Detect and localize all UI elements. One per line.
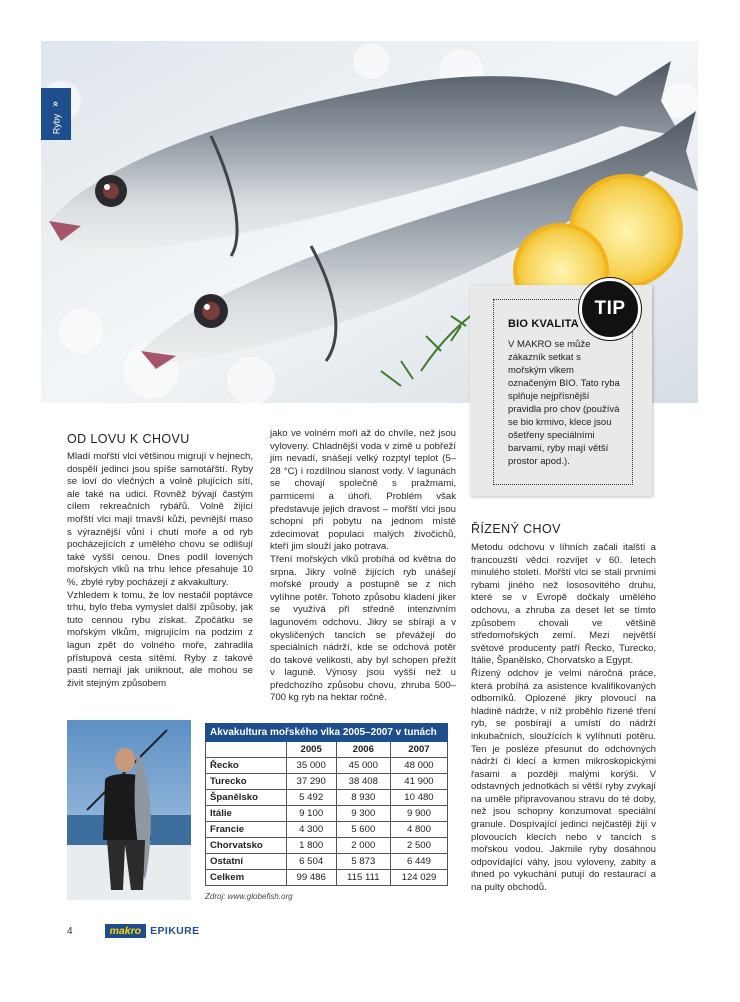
year-header: 2007 (390, 742, 447, 758)
paragraph: jako ve volném moři až do chvíle, než jsou vyloveny. Chladnější voda v zimě u pobřeží jim nevadí, snášejí velký rozptyl teplot (5–28 °C) i rozdílnou slanost vody. V lagunách se chovají společně s pražmami, parmicemi a úhoři. Problém však představuje jejich dravost – mořští vlci jsou schopni při pobytu na jednom místě zdecimovat populaci malých živočichů, kteří jim slouží jako potrava. (270, 428, 456, 553)
value-cell: 48 000 (390, 758, 447, 774)
value-cell: 37 290 (286, 774, 336, 790)
country-cell: Chorvatsko (206, 838, 287, 854)
value-cell: 35 000 (286, 758, 336, 774)
value-cell: 4 300 (286, 822, 336, 838)
table-row (206, 790, 448, 806)
paragraph: Vzhledem k tomu, že lov nestačil poptávce trhu, bylo třeba vymyslet další způsoby, jak tuto cennou rybu získat. Zpočátku se mořským vlkům, migrujícím na podzim z lagun zpět do volného moře, zahradila přístupová cesta sítěmi. Ryby z takové pasti nemají jak uniknout, ale mohou se živit stejným způsobem (67, 589, 253, 689)
table-row (206, 774, 448, 790)
country-cell: Celkem (206, 870, 287, 886)
year-header: 2005 (286, 742, 336, 758)
section-heading-od-lovu: OD LOVU K CHOVU (67, 432, 190, 446)
makro-logo: makro (105, 924, 147, 938)
fisherman-photo (67, 720, 191, 900)
value-cell: 41 900 (390, 774, 447, 790)
paragraph: Tření mořských vlků probíhá od května do srpna. Jikry volně žijících ryb unášejí mořské proudy a postupně se z nich vylíhne potěr. Tohoto způsobu kladení jiker se využívá při středně intenzivním lagunovém odchovu. Jikry se sbírají a v okysličených tancích se převážejí do speciálních nádrží, kde se odchová potěr do takové velikosti, aby byl schopen přežít v laguně. Výnosy jsou vyšší než u předchozího způsobu chovu, zhruba 500–700 kg ryb na hektar ročně. (270, 553, 456, 704)
value-cell: 1 800 (286, 838, 336, 854)
table-row (206, 806, 448, 822)
paragraph: Mladí mořští vlci většinou migrují v hejnech, dospělí jedinci jsou spíše samotářští. Ryby se loví do vlečných a volně plujících sítí, ale také na udici. Rovněž bývají častým cílem rekreačních rybářů. Volně žijící mořští vlci mají tmavší kůži, pevnější maso s výraznější vůní i chutí moře a od ryb pocházejících z umělého chovu se odlišují také vyšší cenou. Dnes podíl lovených mořských vlků na trhu lehce přesahuje 10 %, zbylé ryby pocházejí z akvakultury. (67, 451, 253, 588)
value-cell: 124 029 (390, 870, 447, 886)
country-cell: Turecko (206, 774, 287, 790)
article-column-3 (471, 542, 656, 895)
value-cell: 5 600 (336, 822, 390, 838)
tip-title: BIO KVALITA (508, 318, 579, 330)
country-cell: Itálie (206, 806, 287, 822)
table-title: Akvakultura mořského vlka 2005–2007 v tunách (206, 724, 448, 742)
value-cell: 10 480 (390, 790, 447, 806)
value-cell: 2 500 (390, 838, 447, 854)
page-number: 4 (67, 925, 73, 937)
section-tab-label: Ryby (50, 113, 61, 135)
value-cell: 8 930 (336, 790, 390, 806)
table-corner (206, 742, 287, 758)
tip-text: V MAKRO se může zákazník setkat s mořským vlkem označeným BIO. Tato ryba splňuje nejpřísnější pravidla pro chov (používá se bio krmivo, klece jsou ošetřeny speciálními barvami, ryby mají větší prostor apod.). (508, 339, 620, 467)
page-footer (67, 924, 200, 938)
country-cell: Řecko (206, 758, 287, 774)
aquaculture-table (205, 723, 448, 886)
section-tab (41, 88, 71, 140)
magazine-name: EPIKURE (150, 925, 200, 937)
value-cell: 99 486 (286, 870, 336, 886)
table-row (206, 838, 448, 854)
value-cell: 38 408 (336, 774, 390, 790)
table-row (206, 822, 448, 838)
value-cell: 6 449 (390, 854, 447, 870)
value-cell: 5 873 (336, 854, 390, 870)
value-cell: 115 111 (336, 870, 390, 886)
table-row (206, 870, 448, 886)
value-cell: 4 800 (390, 822, 447, 838)
value-cell: 6 504 (286, 854, 336, 870)
country-cell: Španělsko (206, 790, 287, 806)
value-cell: 9 300 (336, 806, 390, 822)
table-source: Zdroj: www.globefish.org (205, 892, 293, 901)
section-heading-rizeny-chov: ŘÍZENÝ CHOV (471, 522, 561, 536)
value-cell: 9 900 (390, 806, 447, 822)
paragraph: Metodu odchovu v líhních začali italští a francouzští vědci rozvíjet v 60. letech minulého století. Mořští vlci se stali prvními rybami jiného než lososovitého druhu, které se v Evropě dočkaly umělého odchovu, a zhruba za deset let se tímto způsobem chovali ve většině středomořských zemí. Mezi největší světové producenty patří Řecko, Turecko, Itálie, Španělsko, Chorvatsko a Egypt. (471, 542, 656, 667)
country-cell: Ostatní (206, 854, 287, 870)
value-cell: 5 492 (286, 790, 336, 806)
article-column-2 (270, 428, 456, 705)
value-cell: 9 100 (286, 806, 336, 822)
table-row (206, 758, 448, 774)
country-cell: Francie (206, 822, 287, 838)
value-cell: 45 000 (336, 758, 390, 774)
year-header: 2006 (336, 742, 390, 758)
table-row (206, 854, 448, 870)
double-chevron-icon: » (50, 101, 61, 107)
article-column-1 (67, 451, 253, 690)
paragraph: Řízený odchov je velmi náročná práce, která probíhá za asistence kvalifikovaných odborníků. Oplozené jikry plovoucí na hladině nádrže, v níž proběhlo řízené tření ryb, se posbírají a umístí do nádrží inkubačních, sloužících k vylíhnutí potěru. Ten je posléze přesunut do odchovných nádrží či klecí a krmen mikroskopickými řasami a později malými korýši. V odstavných jednotkách si větší ryby zvykají na uměle připravovanou stravu do té doby, než jsou schopny konzumovat speciální granule. Dospívající jedinci nejčastěji žijí v plovoucích klecích nebo v tancích s mořskou vodou. Jakmile ryby dosáhnou odpovídající váhy, jsou vyloveny, zabity a ihned po vykuchání putují do restaurací a na pulty obchodů. (471, 667, 656, 894)
tip-badge: TIP (579, 278, 641, 340)
value-cell: 2 000 (336, 838, 390, 854)
